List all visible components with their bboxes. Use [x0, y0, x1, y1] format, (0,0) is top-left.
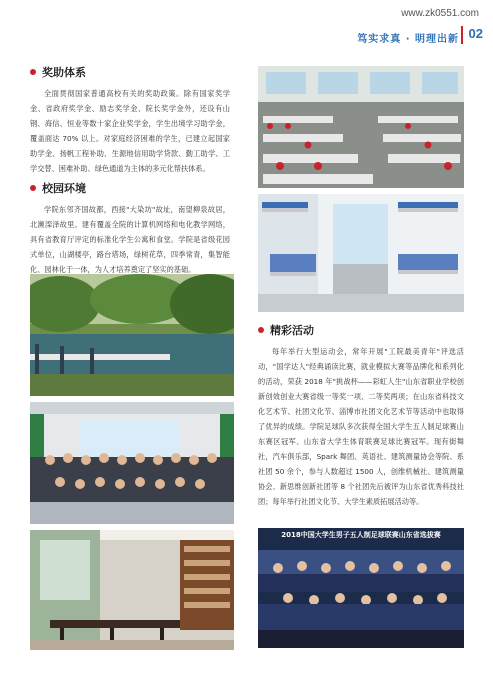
section-campus	[30, 180, 230, 277]
section-title-text: 奖助体系	[42, 66, 86, 79]
section-title	[258, 322, 464, 338]
section-scholarship	[30, 64, 230, 176]
bullet-icon	[30, 185, 36, 191]
bullet-icon	[258, 327, 264, 333]
header-slogan: 笃实求真 · 明理出新	[357, 34, 459, 45]
group-photo	[30, 402, 234, 524]
section-body: 学院东邻齐国故都，西接"大染坊"故址，南望柳泉故居，北濒滦泽故里。建有覆盖全院的计算机网络和电化教学网络，具有省教育厅评定的标准化学生公寓和食堂。学院是省级花园式单位，山湖楼亭，路台塔场，绿树花草，四季常青，集智能化、园林化于一体，为人才培养奠定了坚实的基础。	[30, 205, 230, 274]
team-banner-text: 2018中国大学生男子五人制足球联赛山东省选拔赛	[281, 531, 441, 539]
section-title-text: 精彩活动	[270, 324, 314, 337]
section-title	[30, 64, 230, 80]
section-body: 全面贯彻国家普通高校有关的奖助政策。除有国家奖学金、省政府奖学金、励志奖学金、院长奖学金外，还设有山钢、海信、恒业等数十家企业奖学金，学生出境学习助学金，覆盖面达 70% 以上。对家庭经济困难的学生，已建立起国家助学金、扬帆工程补助、生源地信用助学贷款、勤工助学、工学交替、困难补助、绿色通道为主体的多元化帮扶体系。	[30, 89, 230, 173]
library-photo	[30, 530, 234, 650]
dormitory-photo	[258, 194, 464, 312]
park-photo	[30, 274, 234, 396]
watermark: www.zk0551.com	[401, 8, 479, 19]
page-number: 02	[468, 26, 483, 41]
section-body: 每年举行大型运动会，常年开展"工院最美青年"评选活动，"国学达人"经典诵读比赛，就业模拟大赛等品牌化和系列化的活动，荣获 2018 年"挑战杯——彩虹人生"山东省职业学校创新创效创业大赛省级一等奖一项、二等奖两项；在山东省科技文化艺术节、社团文化节、淄博市社团文化艺术节等活动中也取得了优异的成绩。学院足球队多次获得全国大学生五人制足球赛山东赛区冠军、山东省大学生体育联赛足球比赛冠军。现有街舞社，汽车俱乐部，Spark 舞团、英语社、建筑测量协会等院、系社团 50 余个，参与人数超过 1500 人，创维机械社、建筑测量协会、新思维创新社团等 8 个社团先后被评为山东省优秀科技社团；每年举行社团文化节、大学生素质拓展活动等。	[258, 347, 464, 506]
cafeteria-photo	[258, 66, 464, 188]
section-title	[30, 180, 230, 196]
bullet-icon	[30, 69, 36, 75]
section-title-text: 校园环境	[42, 182, 86, 195]
section-activities	[258, 322, 464, 509]
header-divider	[461, 26, 463, 44]
football-team-photo	[258, 528, 464, 648]
